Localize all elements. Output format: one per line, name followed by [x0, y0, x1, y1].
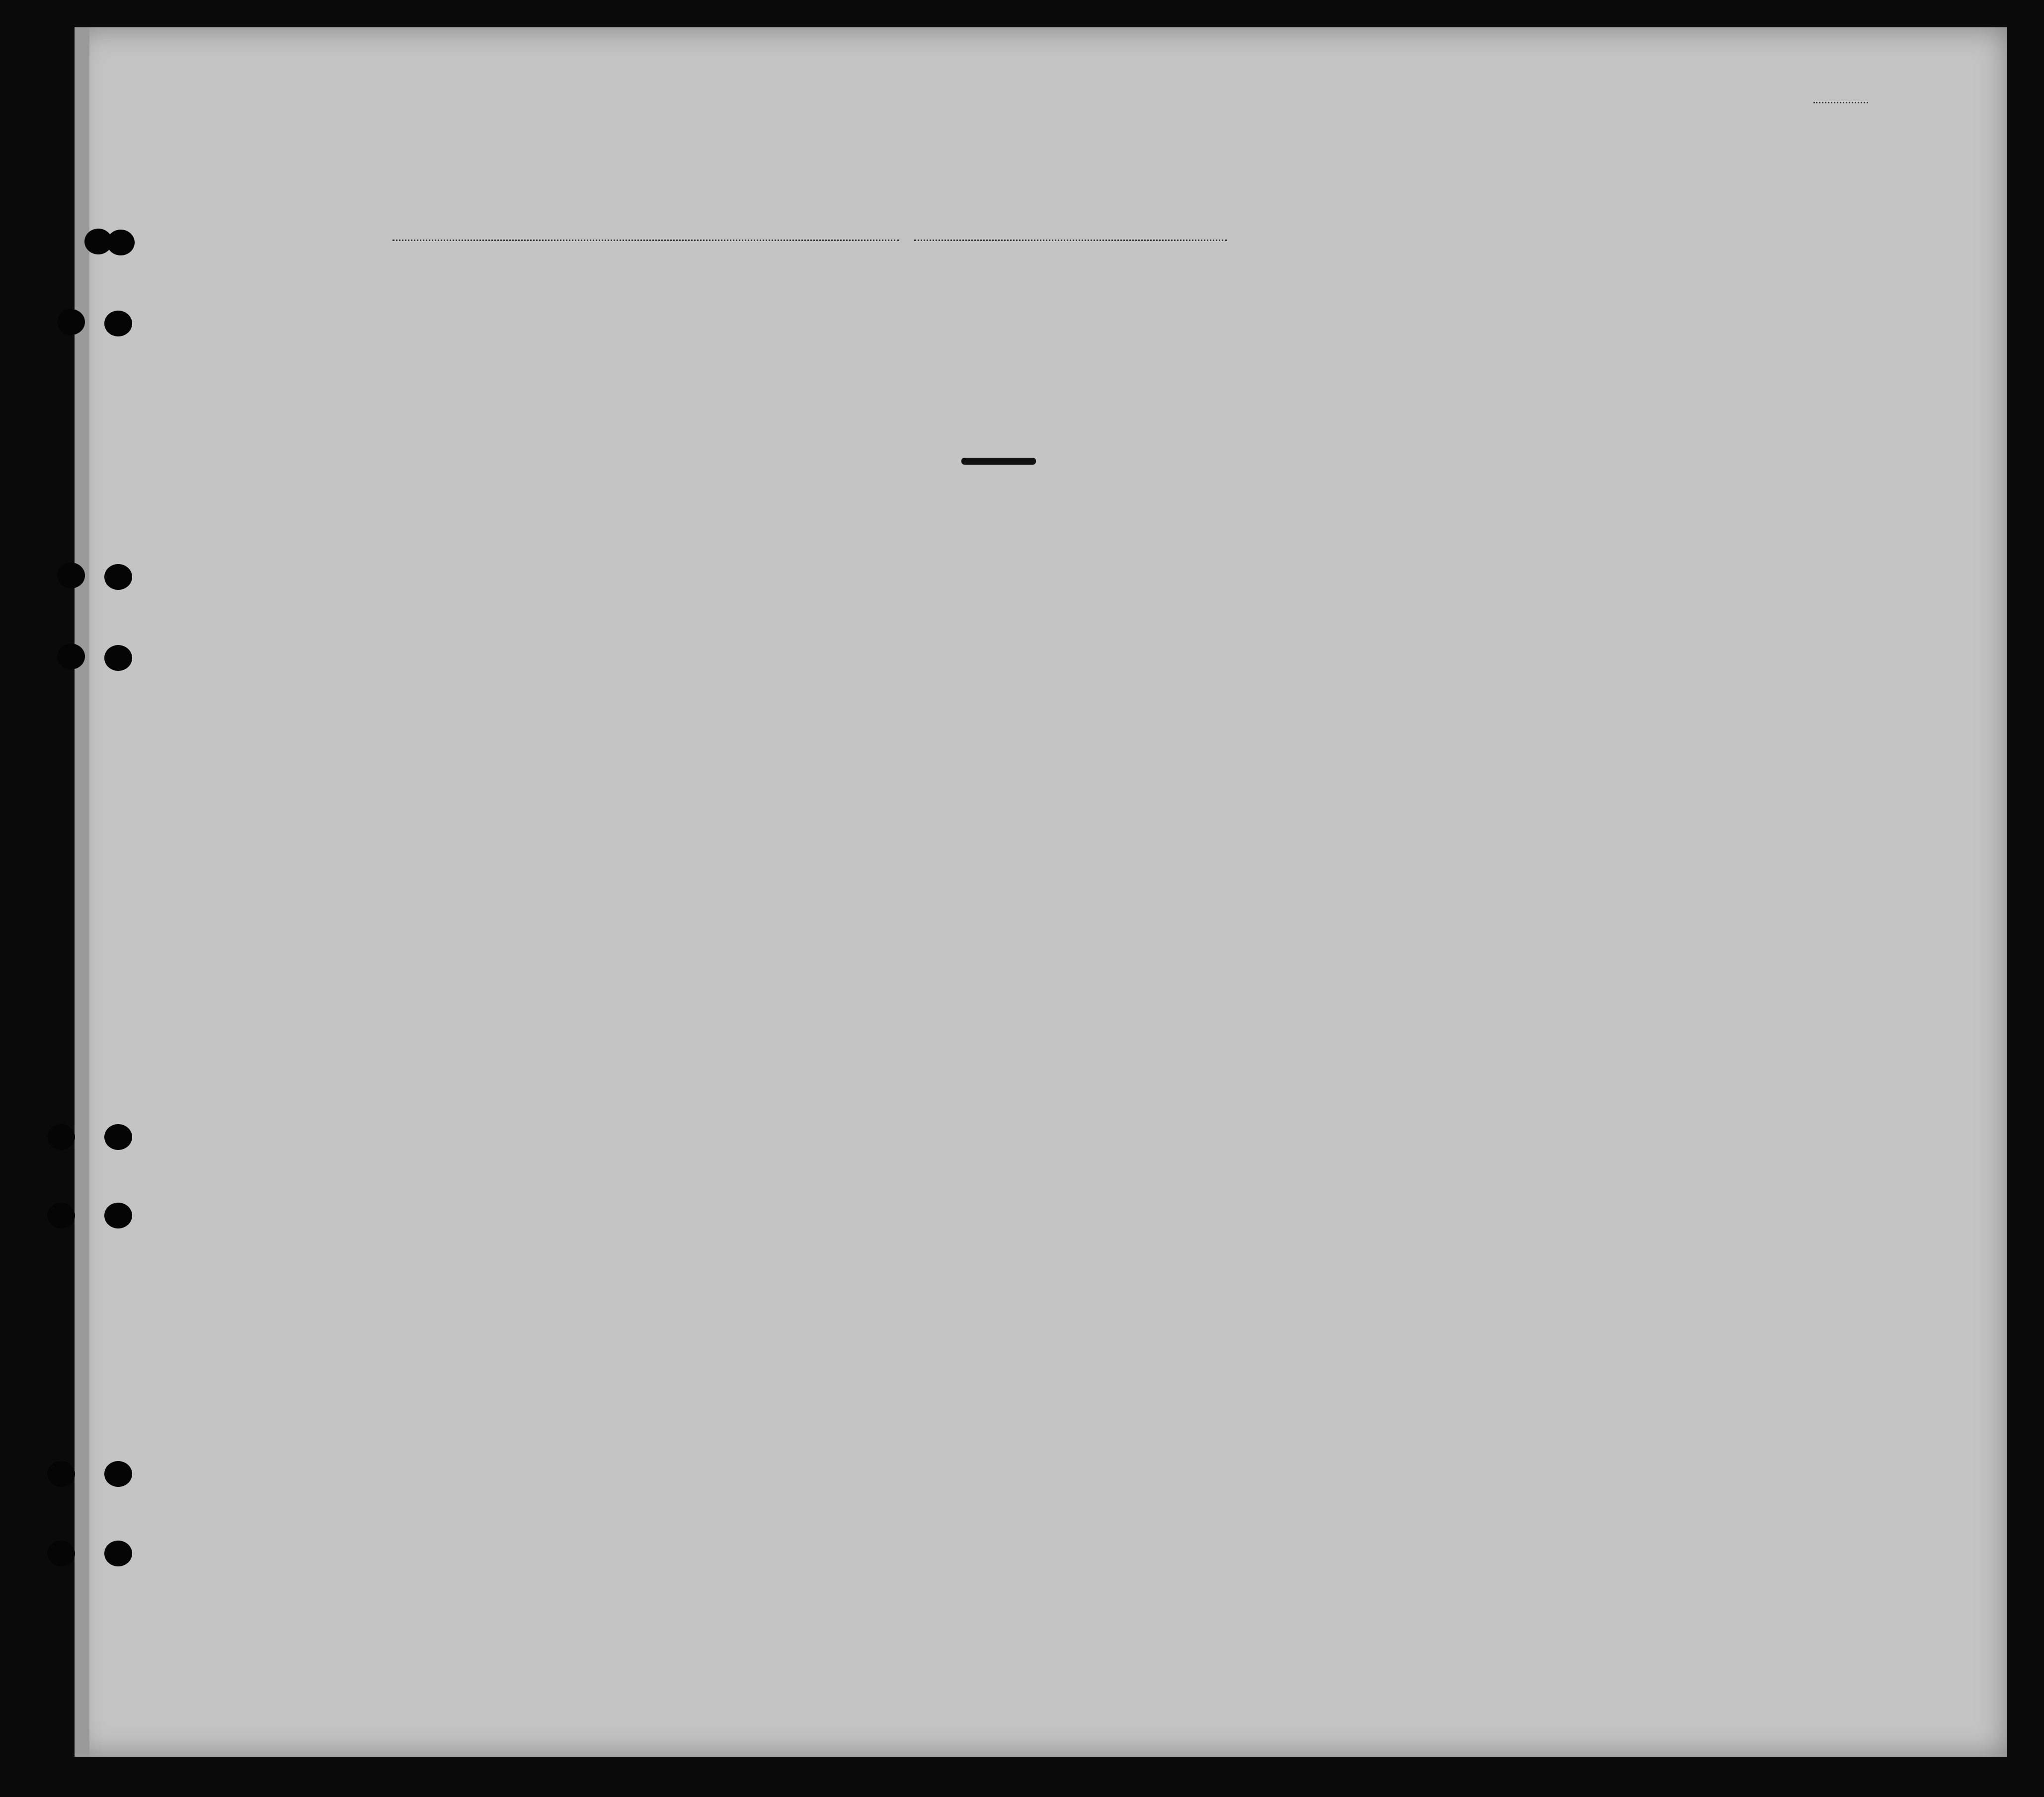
header-anarchist [1389, 303, 1404, 427]
header-q30 [1505, 303, 1525, 427]
header-inches [1702, 393, 1722, 427]
header-ticket [625, 293, 645, 427]
header-feet [1677, 393, 1697, 427]
header-money [745, 293, 765, 427]
struck-out-text [961, 458, 1036, 465]
header-purpose-return [1208, 326, 1233, 427]
header-polygamist [1361, 303, 1376, 427]
header-q31 [1531, 303, 1551, 427]
header-q28 [1410, 303, 1460, 427]
header-prison [1308, 303, 1345, 427]
header-purpose-citizen [1272, 326, 1297, 427]
header-purpose-length [1240, 326, 1264, 427]
header-q29 [1466, 303, 1500, 427]
